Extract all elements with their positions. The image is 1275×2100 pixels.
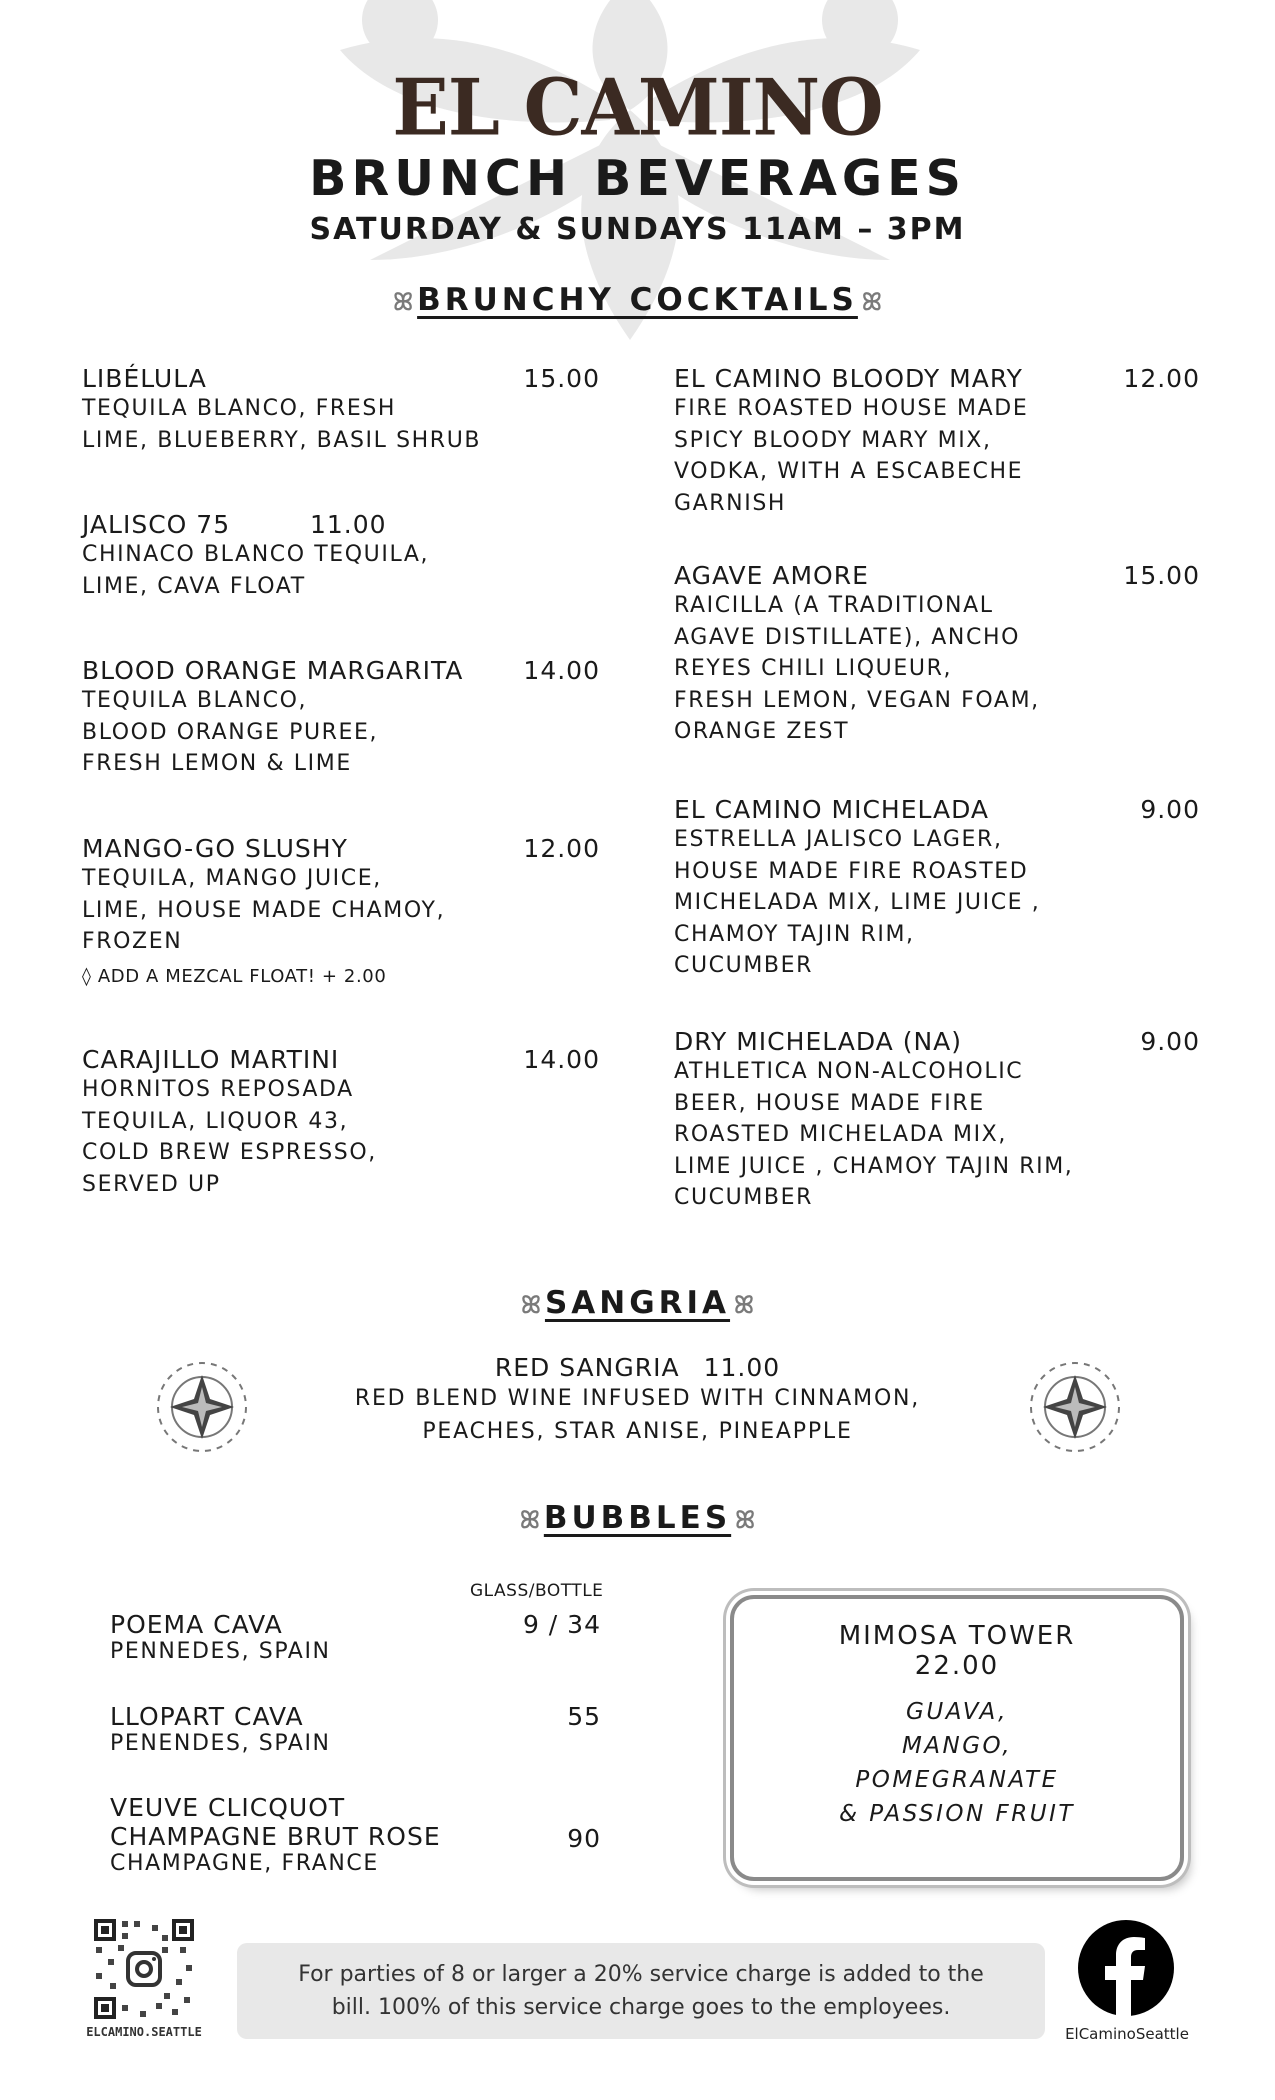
section-title: SANGRIA xyxy=(544,1285,731,1321)
section-title: BRUNCHY COCKTAILS xyxy=(417,282,858,318)
cocktail-item xyxy=(674,561,1200,748)
menu-title: BRUNCH BEVERAGES xyxy=(309,150,966,207)
item-price: 11.00 xyxy=(703,1353,781,1382)
item-name: RED SANGRIA xyxy=(494,1353,680,1382)
bubbles-item xyxy=(110,1610,605,1664)
item-description: CUCUMBER xyxy=(674,1185,813,1210)
instagram-handle: ELCAMINO.SEATTLE xyxy=(86,2025,202,2039)
item-description: PEACHES, STAR ANISE, PINEAPPLE xyxy=(422,1419,853,1444)
item-description: ESTRELLA JALISCO LAGER, xyxy=(674,827,1003,852)
bubbles-item xyxy=(110,1793,605,1876)
item-description: SPICY BLOODY MARY MIX, xyxy=(674,427,992,453)
scroll-ornament-icon: ꕤ xyxy=(861,287,882,316)
cocktail-item xyxy=(674,795,1200,982)
mimosa-flavor: MANGO, xyxy=(901,1733,1013,1759)
item-description: MICHELADA MIX, LIME JUICE , xyxy=(674,890,1041,915)
item-description: ORANGE ZEST xyxy=(674,719,850,744)
item-description: FROZEN xyxy=(82,929,183,954)
item-description: PENENDES, SPAIN xyxy=(110,1731,331,1756)
item-description: TEQUILA, LIQUOR 43, xyxy=(82,1108,349,1134)
item-name: MANGO-GO SLUSHY xyxy=(82,834,348,863)
note-line: For parties of 8 or larger a 20% service charge is added to the xyxy=(298,1962,984,1987)
item-description: LIME, HOUSE MADE CHAMOY, xyxy=(82,897,446,923)
item-description: CHINACO BLANCO TEQUILA, xyxy=(82,542,430,567)
sangria-item xyxy=(0,1353,1275,1448)
mimosa-flavor: POMEGRANATE xyxy=(855,1767,1059,1793)
item-description: LIME JUICE , CHAMOY TAJIN RIM, xyxy=(674,1153,1074,1179)
item-name: CHAMPAGNE BRUT ROSE xyxy=(110,1822,441,1851)
cocktail-item xyxy=(82,1045,600,1200)
item-description: HORNITOS REPOSADA xyxy=(82,1077,354,1102)
item-name: EL CAMINO BLOODY MARY xyxy=(674,364,1023,393)
item-name: VEUVE CLICQUOT xyxy=(110,1793,346,1822)
item-description: PENNEDES, SPAIN xyxy=(110,1639,331,1664)
item-description: CHAMPAGNE, FRANCE xyxy=(110,1851,379,1876)
item-description: RED BLEND WINE INFUSED WITH CINNAMON, xyxy=(354,1386,921,1411)
item-name: JALISCO 75 xyxy=(82,510,231,539)
restaurant-logo: EL CAMINO xyxy=(392,62,883,154)
item-addon: ◊ ADD A MEZCAL FLOAT! + 2.00 xyxy=(82,965,387,987)
item-description: ATHLETICA NON-ALCOHOLIC xyxy=(674,1059,1024,1084)
item-description: GARNISH xyxy=(674,490,787,516)
item-description: SERVED UP xyxy=(82,1171,221,1197)
scroll-ornament-icon: ꕤ xyxy=(393,287,414,316)
facebook-handle: ElCaminoSeattle xyxy=(1065,2025,1189,2043)
mimosa-tower-box xyxy=(730,1595,1184,1881)
mimosa-price: 22.00 xyxy=(914,1651,1000,1681)
item-price: 9.00 xyxy=(1140,795,1200,824)
item-description: BEER, HOUSE MADE FIRE xyxy=(674,1090,985,1116)
item-description: COLD BREW ESPRESSO, xyxy=(82,1140,377,1165)
scroll-ornament-icon: ꕤ xyxy=(519,1505,540,1534)
item-description: RAICILLA (A TRADITIONAL xyxy=(674,593,994,618)
cocktail-item xyxy=(674,1027,1200,1214)
item-name: BLOOD ORANGE MARGARITA xyxy=(82,656,464,685)
item-description: REYES CHILI LIQUEUR, xyxy=(674,656,953,681)
item-name: EL CAMINO MICHELADA xyxy=(674,795,990,824)
cocktail-item xyxy=(674,364,1200,519)
cocktail-item xyxy=(82,834,600,987)
facebook-icon[interactable] xyxy=(1078,1920,1174,2016)
glass-bottle-header: GLASS/BOTTLE xyxy=(470,1581,604,1601)
item-price: 12.00 xyxy=(523,834,600,863)
item-description: HOUSE MADE FIRE ROASTED xyxy=(674,858,1029,884)
item-description: LIME, BLUEBERRY, BASIL SHRUB xyxy=(82,427,482,453)
item-description: VODKA, WITH A ESCABECHE xyxy=(674,459,1024,484)
item-price: 90 xyxy=(567,1824,601,1853)
mimosa-flavor: GUAVA, xyxy=(906,1699,1008,1725)
cocktail-item xyxy=(82,364,600,456)
item-description: TEQUILA BLANCO, FRESH xyxy=(82,396,397,421)
scroll-ornament-icon: ꕤ xyxy=(520,1290,541,1319)
item-description: AGAVE DISTILLATE), ANCHO xyxy=(674,624,1021,650)
item-price: 14.00 xyxy=(523,1045,600,1074)
item-description: FIRE ROASTED HOUSE MADE xyxy=(674,396,1029,421)
item-name: DRY MICHELADA (NA) xyxy=(674,1027,963,1056)
item-price: 11.00 xyxy=(310,510,387,539)
item-description: TEQUILA BLANCO, xyxy=(82,688,308,713)
service-hours: SATURDAY & SUNDAYS 11AM – 3PM xyxy=(309,212,966,247)
service-charge-note xyxy=(237,1943,1045,2039)
instagram-qr-code-icon[interactable] xyxy=(92,1917,196,2021)
cocktail-item xyxy=(82,656,600,780)
item-name: CARAJILLO MARTINI xyxy=(82,1045,340,1074)
cocktail-item xyxy=(82,510,600,602)
item-price: 15.00 xyxy=(523,364,600,393)
item-price: 9.00 xyxy=(1140,1027,1200,1056)
scroll-ornament-icon: ꕤ xyxy=(734,1290,755,1319)
section-title: BUBBLES xyxy=(543,1500,732,1536)
item-price: 12.00 xyxy=(1123,364,1200,393)
section-header-bubbles xyxy=(0,1500,1275,1536)
item-description: ROASTED MICHELADA MIX, xyxy=(674,1122,1007,1147)
item-price: 15.00 xyxy=(1123,561,1200,590)
bubbles-item xyxy=(110,1702,605,1756)
item-price: 9 / 34 xyxy=(522,1610,601,1639)
item-name: AGAVE AMORE xyxy=(674,561,869,590)
item-description: CUCUMBER xyxy=(674,953,813,978)
item-name: POEMA CAVA xyxy=(110,1610,283,1639)
item-description: LIME, CAVA FLOAT xyxy=(82,573,306,599)
item-price: 55 xyxy=(567,1702,601,1731)
item-description: TEQUILA, MANGO JUICE, xyxy=(82,866,382,891)
item-description: CHAMOY TAJIN RIM, xyxy=(674,921,915,947)
item-description: BLOOD ORANGE PUREE, xyxy=(82,719,379,745)
item-name: LLOPART CAVA xyxy=(110,1702,304,1731)
item-description: FRESH LEMON, VEGAN FOAM, xyxy=(674,687,1040,713)
item-name: LIBÉLULA xyxy=(82,364,207,393)
item-price: 14.00 xyxy=(523,656,600,685)
scroll-ornament-icon: ꕤ xyxy=(735,1505,756,1534)
note-line: bill. 100% of this service charge goes to the employees. xyxy=(331,1995,951,2020)
mimosa-flavor: & PASSION FRUIT xyxy=(839,1801,1075,1827)
section-header-cocktails xyxy=(0,282,1275,318)
mimosa-title: MIMOSA TOWER xyxy=(838,1621,1076,1651)
section-header-sangria xyxy=(0,1285,1275,1321)
item-description: FRESH LEMON & LIME xyxy=(82,751,352,776)
